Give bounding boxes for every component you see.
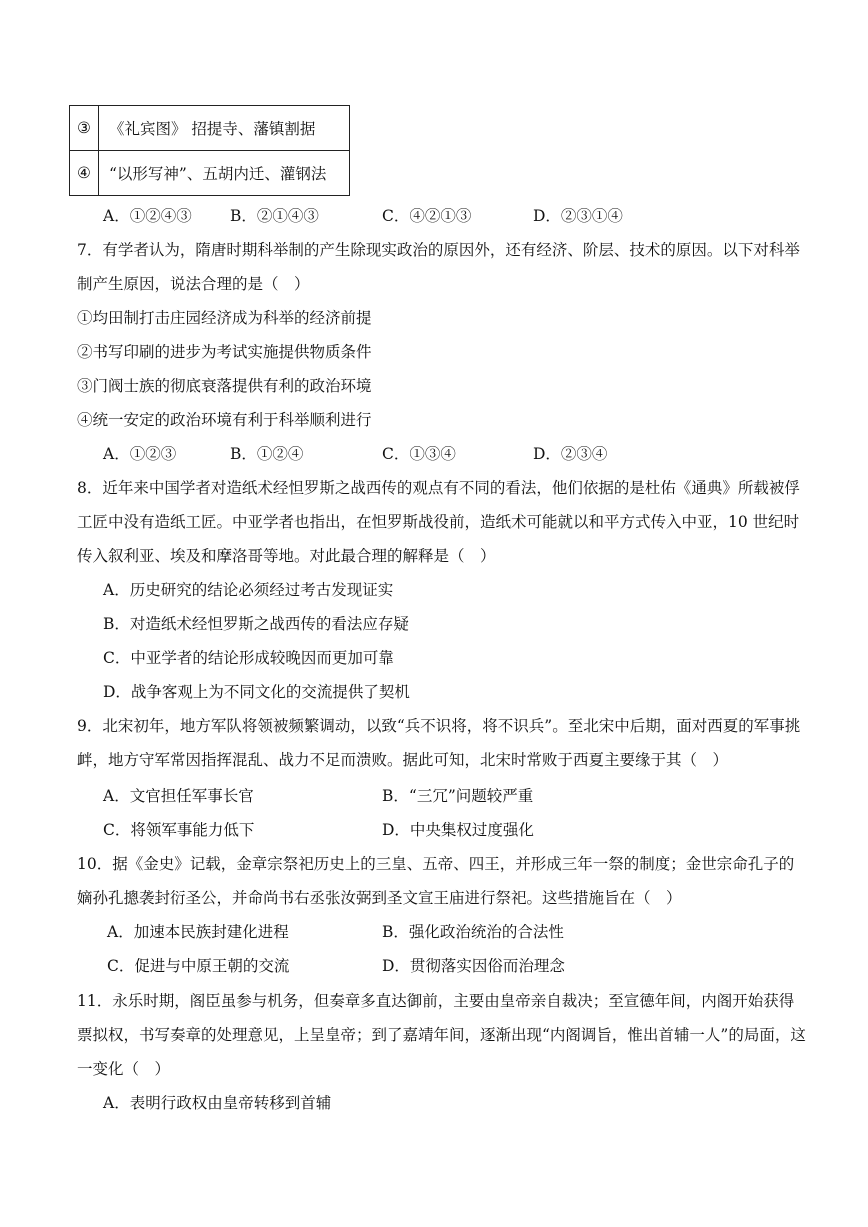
q8-stem-line: 8．近年来中国学者对造纸术经怛罗斯之战西传的观点有不同的看法，他们依据的是杜佑《通典》所载被俘 <box>77 479 800 497</box>
q7-option-a: A．①②③ <box>103 445 177 463</box>
q7-item: ③门阀士族的彻底衰落提供有利的政治环境 <box>77 377 372 395</box>
q11-stem-line: 11．永乐时期，阁臣虽参与机务，但奏章多直达御前，主要由皇帝亲自裁决；至宣德年间，内阁开始获得 <box>77 992 795 1010</box>
table-row <box>70 106 350 151</box>
q7-stem-line: 制产生原因，说法合理的是（ ） <box>77 275 310 293</box>
q6-option-c: C．④②①③ <box>382 207 472 225</box>
q10-stem-line: 10．据《金史》记载，金章宗祭祀历史上的三皇、五帝、四王，并形成三年一祭的制度；金世宗命孔子的 <box>77 855 795 873</box>
q9-option-c: C．将领军事能力低下 <box>103 821 255 839</box>
q8-option-d: D．战争客观上为不同文化的交流提供了契机 <box>103 683 410 701</box>
q7-item: ②书写印刷的进步为考试实施提供物质条件 <box>77 343 372 361</box>
q11-option-a: A．表明行政权由皇帝转移到首辅 <box>103 1094 332 1112</box>
q7-option-c: C．①③④ <box>382 445 456 463</box>
q10-option-b: B．强化政治统治的合法性 <box>382 923 564 941</box>
q6-option-d: D．②③①④ <box>533 207 623 225</box>
q8-stem-line: 工匠中没有造纸工匠。中亚学者也指出，在怛罗斯战役前，造纸术可能就以和平方式传入中亚，10 世纪时 <box>77 513 800 531</box>
q9-option-a: A．文官担任军事长官 <box>103 787 254 805</box>
q10-stem-line: 嫡孙孔摠袭封衍圣公，并命尚书右丞张汝弼到圣文宣王庙进行祭祀。这些措施旨在（ ） <box>77 889 682 907</box>
q6-option-b: B．②①④③ <box>230 207 319 225</box>
q9-stem-line: 衅，地方守军常因指挥混乱、战力不足而溃败。据此可知，北宋时常败于西夏主要缘于其（ ） <box>77 751 729 769</box>
q8-option-c: C．中亚学者的结论形成较晚因而更加可靠 <box>103 649 394 667</box>
table-cell-number: ④ <box>70 151 99 196</box>
q9-option-b: B．“三冗”问题较严重 <box>382 787 534 805</box>
table-row <box>70 151 350 196</box>
q6-option-a: A．①②④③ <box>103 207 192 225</box>
q7-option-b: B．①②④ <box>230 445 304 463</box>
q10-option-c: C．促进与中原王朝的交流 <box>107 957 290 975</box>
q7-item: ①均田制打击庄园经济成为科举的经济前提 <box>77 309 372 327</box>
q7-option-d: D．②③④ <box>533 445 608 463</box>
q8-option-a: A．历史研究的结论必须经过考古发现证实 <box>103 581 394 599</box>
q7-stem-line: 7．有学者认为，隋唐时期科举制的产生除现实政治的原因外，还有经济、阶层、技术的原因。以下对科举 <box>77 241 800 259</box>
table-cell-number: ③ <box>70 106 99 151</box>
q7-item: ④统一安定的政治环境有利于科举顺利进行 <box>77 411 372 429</box>
combination-table <box>69 105 350 196</box>
q8-option-b: B．对造纸术经怛罗斯之战西传的看法应存疑 <box>103 615 409 633</box>
q10-option-a: A．加速本民族封建化进程 <box>107 923 289 941</box>
table-cell-text: 《礼宾图》 招提寺、藩镇割据 <box>99 106 350 151</box>
q9-stem-line: 9．北宋初年，地方军队将领被频繁调动，以致“兵不识将，将不识兵”。至北宋中后期，面对西夏的军事挑 <box>77 717 801 735</box>
q9-option-d: D．中央集权过度强化 <box>382 821 534 839</box>
q11-stem-line: 票拟权，书写奏章的处理意见，上呈皇帝；到了嘉靖年间，逐渐出现“内阁调旨，惟出首辅一人”的局面，这 <box>77 1026 806 1044</box>
q10-option-d: D．贯彻落实因俗而治理念 <box>382 957 565 975</box>
table-cell-text: “以形写神”、五胡内迁、灌钢法 <box>99 151 350 196</box>
q8-stem-line: 传入叙利亚、埃及和摩洛哥等地。对此最合理的解释是（ ） <box>77 547 496 565</box>
q11-stem-line: 一变化（ ） <box>77 1060 171 1078</box>
